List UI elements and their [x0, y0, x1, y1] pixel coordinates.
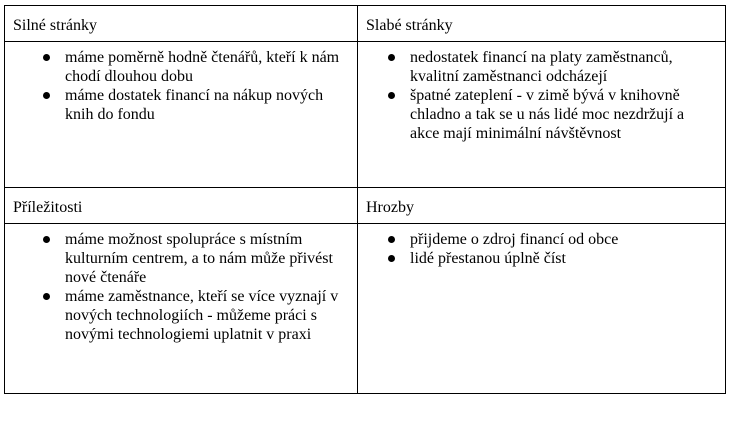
- list-item: [5, 48, 347, 86]
- weaknesses-header: Slabé stránky: [358, 6, 726, 42]
- weakness-item-text: špatné zateplení - v zimě bývá v knihovně chladno a tak se u nás lidé moc nezdržují a akce mají minimální návštěvnost: [410, 87, 685, 142]
- opportunities-list: [5, 230, 347, 344]
- list-item: [358, 86, 715, 143]
- list-item: [5, 287, 347, 344]
- threat-item-text: lidé přestanou úplně číst: [410, 250, 566, 267]
- bullet-icon: [43, 293, 50, 300]
- strength-item-text: máme dostatek financí na nákup nových knih do fondu: [65, 87, 324, 123]
- threat-item-text: přijdeme o zdroj financí od obce: [410, 231, 619, 248]
- bullet-icon: [388, 255, 395, 262]
- content-row-top: [5, 42, 726, 188]
- header-row-bottom: [5, 188, 726, 224]
- opportunities-header: Příležitosti: [5, 188, 358, 224]
- threats-cell: [358, 224, 726, 394]
- swot-table: [4, 5, 726, 394]
- content-row-bottom: [5, 224, 726, 394]
- bullet-icon: [43, 92, 50, 99]
- list-item: [358, 48, 715, 86]
- list-item: [358, 230, 715, 249]
- bullet-icon: [388, 236, 395, 243]
- bullet-icon: [388, 54, 395, 61]
- weaknesses-list: [358, 48, 715, 143]
- strength-item-text: máme poměrně hodně čtenářů, kteří k nám chodí dlouhou dobu: [65, 49, 340, 85]
- opportunities-cell: [5, 224, 358, 394]
- threats-header: Hrozby: [358, 188, 726, 224]
- weaknesses-cell: [358, 42, 726, 188]
- bullet-icon: [43, 54, 50, 61]
- list-item: [5, 86, 347, 124]
- threats-list: [358, 230, 715, 268]
- opportunity-item-text: máme možnost spolupráce s místním kulturním centrem, a to nám může přivést nové čtenáře: [65, 231, 333, 286]
- list-item: [358, 249, 715, 268]
- bullet-icon: [388, 92, 395, 99]
- weakness-item-text: nedostatek financí na platy zaměstnanců, kvalitní zaměstnanci odcházejí: [410, 49, 673, 85]
- header-row-top: [5, 6, 726, 42]
- strengths-cell: [5, 42, 358, 188]
- opportunity-item-text: máme zaměstnance, kteří se více vyznají v nových technologiích - můžeme práci s novými technologiemi uplatnit v praxi: [65, 288, 339, 343]
- list-item: [5, 230, 347, 287]
- strengths-list: [5, 48, 347, 124]
- bullet-icon: [43, 236, 50, 243]
- strengths-header: Silné stránky: [5, 6, 358, 42]
